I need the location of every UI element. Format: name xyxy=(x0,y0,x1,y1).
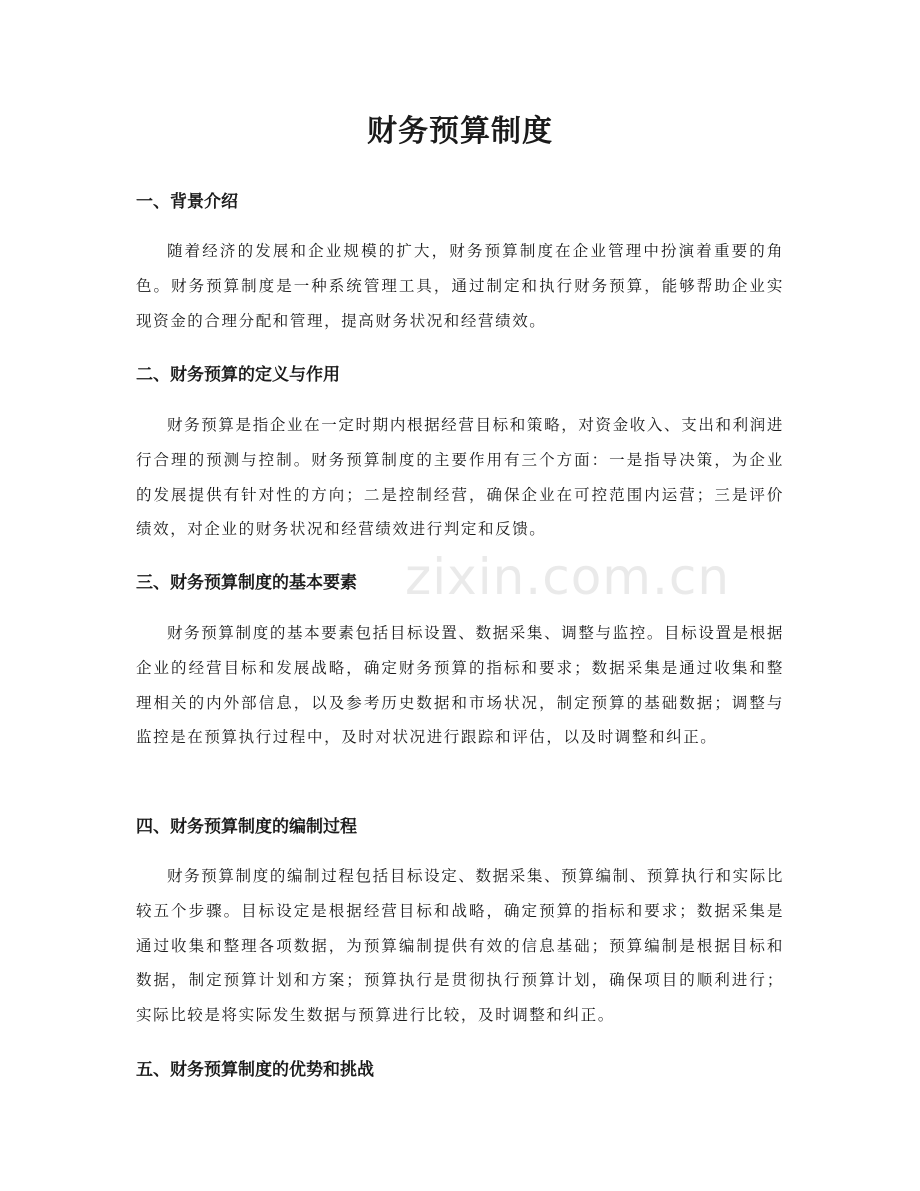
section-paragraph-elements: 财务预算制度的基本要素包括目标设置、数据采集、调整与监控。目标设置是根据企业的经营目标和发展战略，确定财务预算的指标和要求；数据采集是通过收集和整理相关的内外部信息，以及参考历史数据和市场状况，制定预算的基础数据；调整与监控是在预算执行过程中，及时对状况进行跟踪和评估，以及时调整和纠正。 xyxy=(136,624,784,747)
watermark-text: zixin.com.cn xyxy=(405,548,731,606)
section-heading-background: 一、背景介绍 xyxy=(136,192,238,212)
section-heading-definition: 二、财务预算的定义与作用 xyxy=(136,365,340,385)
section-paragraph-process: 财务预算制度的编制过程包括目标设定、数据采集、预算编制、预算执行和实际比较五个步骤。目标设定是根据经营目标和战略，确定预算的指标和要求；数据采集是通过收集和整理各项数据，为预算编制提供有效的信息基础；预算编制是根据目标和数据，制定预算计划和方案；预算执行是贯彻执行预算计划，确保项目的顺利进行；实际比较是将实际发生数据与预算进行比较，及时调整和纠正。 xyxy=(136,867,784,1025)
section-heading-advantages: 五、财务预算制度的优势和挑战 xyxy=(136,1060,374,1080)
section-heading-elements: 三、财务预算制度的基本要素 xyxy=(136,573,357,593)
section-heading-process: 四、财务预算制度的编制过程 xyxy=(136,817,357,837)
document-title: 财务预算制度 xyxy=(367,114,553,149)
section-paragraph-background: 随着经济的发展和企业规模的扩大，财务预算制度在企业管理中扮演着重要的角色。财务预算制度是一种系统管理工具，通过制定和执行财务预算，能够帮助企业实现资金的合理分配和管理，提高财务状况和经营绩效。 xyxy=(136,242,784,330)
section-paragraph-definition: 财务预算是指企业在一定时期内根据经营目标和策略，对资金收入、支出和利润进行合理的预测与控制。财务预算制度的主要作用有三个方面：一是指导决策，为企业的发展提供有针对性的方向；二是控制经营，确保企业在可控范围内运营；三是评价绩效，对企业的财务状况和经营绩效进行判定和反馈。 xyxy=(136,416,784,539)
